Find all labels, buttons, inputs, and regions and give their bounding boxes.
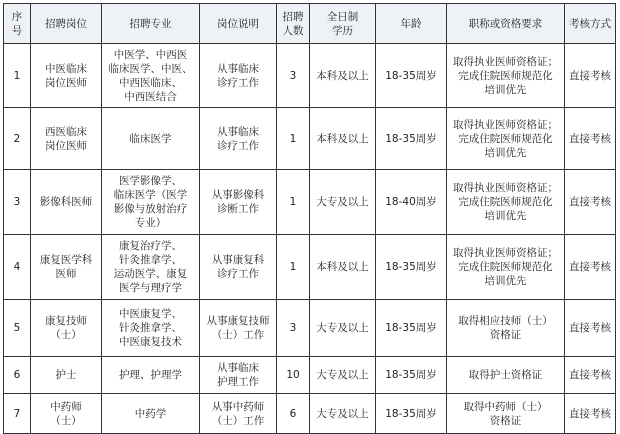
cell-assessment: 直接考核 [565, 170, 616, 235]
cell-count: 3 [277, 300, 310, 357]
recruitment-table [3, 3, 616, 434]
cell-age: 18-35周岁 [376, 235, 447, 300]
table-row [4, 108, 616, 170]
cell-age: 18-35周岁 [376, 357, 447, 394]
header-position: 招聘岗位 [31, 4, 102, 44]
table-row [4, 357, 616, 394]
cell-age: 18-35周岁 [376, 394, 447, 434]
cell-description: 从事临床 诊疗工作 [200, 44, 277, 108]
cell-position: 西医临床 岗位医师 [31, 108, 102, 170]
cell-count: 6 [277, 394, 310, 434]
cell-seq: 2 [4, 108, 31, 170]
cell-assessment: 直接考核 [565, 300, 616, 357]
cell-major: 临床医学 [102, 108, 200, 170]
cell-seq: 5 [4, 300, 31, 357]
cell-major: 中医康复学、 针灸推拿学、 中医康复技术 [102, 300, 200, 357]
cell-qualification: 取得执业医师资格证； 完成住院医师规范化 培训优先 [447, 235, 565, 300]
cell-count: 1 [277, 108, 310, 170]
cell-education: 大专及以上 [310, 394, 376, 434]
cell-education: 大专及以上 [310, 357, 376, 394]
header-education: 全日制 学历 [310, 4, 376, 44]
header-assessment: 考核方式 [565, 4, 616, 44]
header-age: 年龄 [376, 4, 447, 44]
cell-count: 10 [277, 357, 310, 394]
header-description: 岗位说明 [200, 4, 277, 44]
cell-count: 1 [277, 170, 310, 235]
cell-position: 中医临床 岗位医师 [31, 44, 102, 108]
cell-education: 本科及以上 [310, 235, 376, 300]
cell-seq: 7 [4, 394, 31, 434]
header-row [4, 4, 616, 44]
cell-position: 影像科医师 [31, 170, 102, 235]
cell-age: 18-35周岁 [376, 300, 447, 357]
cell-education: 本科及以上 [310, 108, 376, 170]
cell-major: 康复治疗学、 针灸推拿学、 运动医学、康复 医学与理疗学 [102, 235, 200, 300]
table-row [4, 235, 616, 300]
cell-seq: 4 [4, 235, 31, 300]
cell-major: 中药学 [102, 394, 200, 434]
header-seq: 序 号 [4, 4, 31, 44]
cell-description: 从事影像科 诊断工作 [200, 170, 277, 235]
header-qualification: 职称或资格要求 [447, 4, 565, 44]
table-row [4, 170, 616, 235]
cell-qualification: 取得执业医师资格证； 完成住院医师规范化 培训优先 [447, 170, 565, 235]
cell-seq: 1 [4, 44, 31, 108]
cell-education: 大专及以上 [310, 300, 376, 357]
cell-count: 3 [277, 44, 310, 108]
cell-age: 18-35周岁 [376, 44, 447, 108]
cell-qualification: 取得相应技师（士） 资格证 [447, 300, 565, 357]
cell-qualification: 取得执业医师资格证； 完成住院医师规范化 培训优先 [447, 44, 565, 108]
cell-qualification: 取得执业医师资格证； 完成住院医师规范化 培训优先 [447, 108, 565, 170]
cell-major: 护理、护理学 [102, 357, 200, 394]
cell-assessment: 直接考核 [565, 108, 616, 170]
cell-seq: 3 [4, 170, 31, 235]
cell-age: 18-40周岁 [376, 170, 447, 235]
cell-count: 1 [277, 235, 310, 300]
cell-position: 护士 [31, 357, 102, 394]
cell-position: 康复技师 （士） [31, 300, 102, 357]
cell-description: 从事临床 护理工作 [200, 357, 277, 394]
cell-seq: 6 [4, 357, 31, 394]
cell-major: 中医学、中西医 临床医学、中医、 中西医临床、 中西医结合 [102, 44, 200, 108]
cell-description: 从事康复技师 （士）工作 [200, 300, 277, 357]
header-count: 招聘 人数 [277, 4, 310, 44]
cell-assessment: 直接考核 [565, 235, 616, 300]
cell-description: 从事康复科 诊疗工作 [200, 235, 277, 300]
cell-position: 中药师 （士） [31, 394, 102, 434]
cell-education: 大专及以上 [310, 170, 376, 235]
table-row [4, 44, 616, 108]
cell-position: 康复医学科 医师 [31, 235, 102, 300]
table-row [4, 300, 616, 357]
cell-qualification: 取得中药师（士） 资格证 [447, 394, 565, 434]
cell-age: 18-35周岁 [376, 108, 447, 170]
cell-assessment: 直接考核 [565, 44, 616, 108]
cell-assessment: 直接考核 [565, 357, 616, 394]
cell-qualification: 取得护士资格证 [447, 357, 565, 394]
cell-description: 从事临床 诊疗工作 [200, 108, 277, 170]
header-major: 招聘专业 [102, 4, 200, 44]
cell-assessment: 直接考核 [565, 394, 616, 434]
cell-education: 本科及以上 [310, 44, 376, 108]
cell-description: 从事中药师 （士）工作 [200, 394, 277, 434]
cell-major: 医学影像学、 临床医学（医学 影像与放射治疗 专业） [102, 170, 200, 235]
